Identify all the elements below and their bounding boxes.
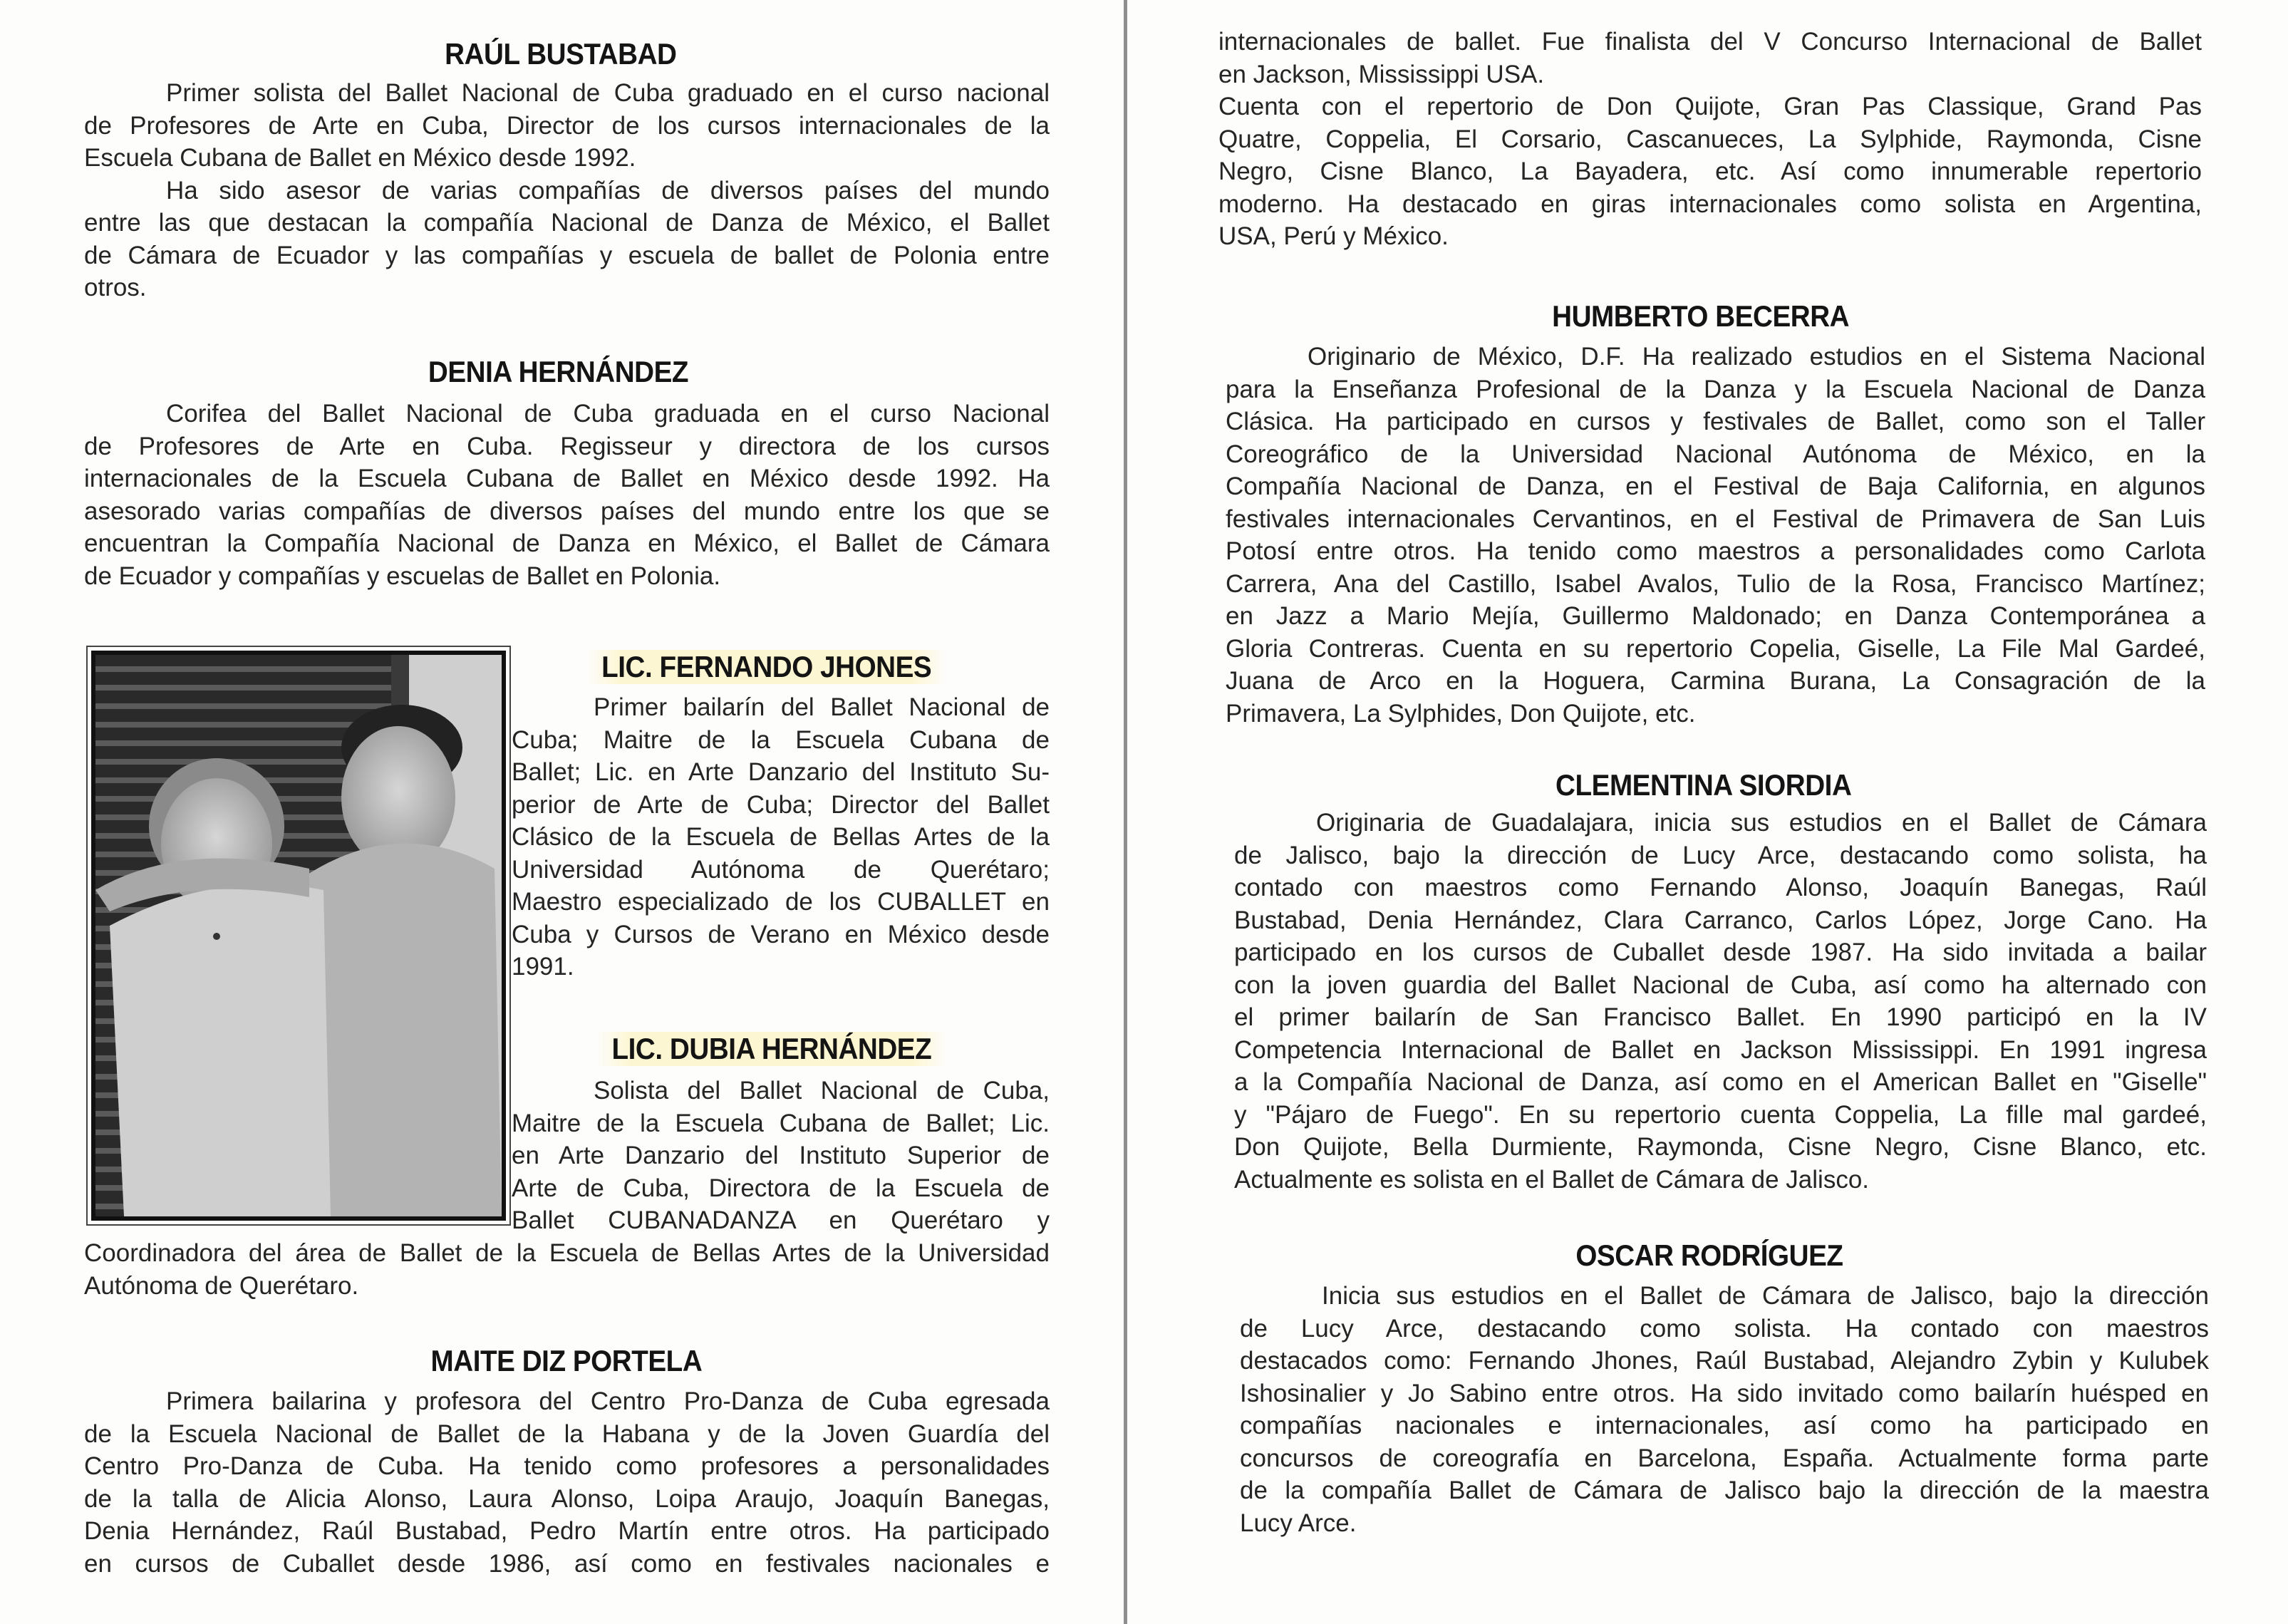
text-line: Cuba y Cursos de Verano en México desde	[512, 920, 1050, 948]
text-line: y "Pájaro de Fuego". En su repertorio cuenta Coppelia, La fille mal gardeé,	[1234, 1100, 2207, 1129]
text-line: Cuenta con el repertorio de Don Quijote, Gran Pas Classique, Grand Pas	[1218, 93, 2202, 120]
text-line: Escuela Cubana de Ballet en México desde 1992.	[84, 144, 636, 172]
text-line: 1991.	[512, 953, 574, 981]
right-page	[1140, 0, 2288, 1624]
photo-two-dancers	[91, 651, 506, 1221]
section-body	[512, 1075, 1050, 1237]
text-line: compañías nacionales e internacionales, así como ha participado en	[1240, 1412, 2209, 1439]
text-line: contado con maestros como Fernando Alonso, Joaquín Banegas, Raúl	[1234, 874, 2207, 901]
text-line: Originario de México, D.F. Ha realizado estudios en el Sistema Nacional	[1308, 343, 2205, 371]
text-line: entre las que destacan la compañía Nacional de Danza de México, el Ballet	[84, 209, 1050, 237]
text-line: Ballet; Lic. en Arte Danzario del Instituto Su-	[512, 758, 1050, 786]
section-heading: CLEMENTINA SIORDIA	[1555, 768, 1852, 802]
text-line: de Ecuador y compañías y escuelas de Ballet en Polonia.	[84, 562, 721, 590]
text-line: de Profesores de Arte en Cuba, Director de los cursos internacionales de la	[84, 111, 1050, 140]
section-body	[1234, 807, 2207, 1196]
text-line: Ha sido asesor de varias compañías de diversos países del mundo	[166, 176, 1050, 205]
text-line: el primer bailarín de San Francisco Ballet. En 1990 participó en la IV	[1234, 1003, 2207, 1031]
text-line: Negro, Cisne Blanco, La Bayadera, etc. Así como innumerable repertorio	[1218, 157, 2202, 185]
text-line: en cursos de Cuballet desde 1986, así como en festivales nacionales e	[84, 1549, 1050, 1578]
section-heading: DENIA HERNÁNDEZ	[428, 355, 689, 388]
text-line: Corifea del Ballet Nacional de Cuba graduada en el curso Nacional	[166, 400, 1050, 428]
text-line: Bustabad, Denia Hernández, Clara Carranco, Carlos López, Jorge Cano. Ha	[1234, 906, 2207, 934]
continuation-body	[1218, 26, 2202, 253]
text-line: Clásica. Ha participado en cursos y festivales de Ballet, como son el Taller	[1226, 408, 2205, 435]
page-divider	[1124, 0, 1127, 1624]
text-line: de Profesores de Arte en Cuba. Regisseur y directora de los cursos	[84, 432, 1050, 460]
text-line: Primavera, La Sylphides, Don Quijote, etc.	[1226, 699, 1696, 728]
text-line: Ishosinalier y Jo Sabino entre otros. Ha sido invitado como bailarín huésped en	[1240, 1379, 2209, 1407]
section-heading: LIC. DUBIA HERNÁNDEZ	[596, 1032, 947, 1066]
text-line: de la talla de Alicia Alonso, Laura Alonso, Loipa Araujo, Joaquín Banegas,	[84, 1484, 1050, 1513]
text-line: a la Compañía Nacional de Danza, así como en el American Ballet en "Giselle"	[1234, 1068, 2207, 1096]
text-line: Centro Pro-Danza de Cuba. Ha tenido como profesores a personalidades	[84, 1452, 1050, 1480]
text-line: Denia Hernández, Raúl Bustabad, Pedro Martín entre otros. Ha participado	[84, 1517, 1050, 1545]
text-line: Primer solista del Ballet Nacional de Cuba graduado en el curso nacional	[166, 79, 1050, 107]
text-line: para la Enseñanza Profesional de la Danza y la Escuela Nacional de Danza	[1226, 375, 2205, 403]
section-heading: HUMBERTO BECERRA	[1552, 299, 1850, 333]
text-line: con la joven guardia del Ballet Nacional de Cuba, así como ha alternado con	[1234, 971, 2207, 999]
text-line: Ballet CUBANADANZA en Querétaro y	[512, 1206, 1050, 1234]
text-line: en Jazz a Mario Mejía, Guillermo Maldonado; en Danza Contemporánea a	[1226, 602, 2205, 630]
section-body	[84, 77, 1050, 304]
text-line: Compañía Nacional de Danza, en el Festival de Baja California, en algunos	[1226, 472, 2205, 500]
text-line: Arte de Cuba, Directora de la Escuela de	[512, 1174, 1050, 1202]
text-line: internacionales de la Escuela Cubana de Ballet en México desde 1992. Ha	[84, 465, 1050, 492]
text-line: Coreográfico de la Universidad Nacional Autónoma de México, en la	[1226, 440, 2205, 468]
text-line: Autónoma de Querétaro.	[84, 1271, 359, 1300]
text-line: otros.	[84, 274, 147, 301]
text-line: encuentran la Compañía Nacional de Danza en México, el Ballet de Cámara	[84, 529, 1050, 557]
text-line: Competencia Internacional de Ballet en Jackson Mississippi. En 1991 ingresa	[1234, 1035, 2207, 1064]
left-page	[0, 0, 1112, 1624]
text-line: Primer bailarín del Ballet Nacional de	[594, 693, 1050, 721]
text-line: de Cámara de Ecuador y las compañías y escuela de ballet de Polonia entre	[84, 241, 1050, 269]
section-body	[512, 691, 1050, 983]
text-line: en Arte Danzario del Instituto Superior de	[512, 1142, 1050, 1169]
text-line: Don Quijote, Bella Durmiente, Raymonda, Cisne Negro, Cisne Blanco, etc.	[1234, 1133, 2207, 1161]
text-line: Clásico de la Escuela de Bellas Artes de la	[512, 823, 1050, 851]
text-line: Maestro especializado de los CUBALLET en	[512, 888, 1050, 916]
text-line: Juana de Arco en la Hoguera, Carmina Burana, La Consagración de la	[1226, 667, 2205, 695]
section-heading: OSCAR RODRÍGUEZ	[1575, 1238, 1843, 1272]
text-line: destacados como: Fernando Jhones, Raúl Bustabad, Alejandro Zybin y Kulubek	[1240, 1347, 2209, 1375]
text-line: festivales internacionales Cervantinos, en el Festival de Primavera de San Luis	[1226, 505, 2205, 533]
text-line: Originaria de Guadalajara, inicia sus estudios en el Ballet de Cámara	[1316, 809, 2207, 837]
text-line: Maitre de la Escuela Cubana de Ballet; Lic.	[512, 1109, 1050, 1137]
section-heading: LIC. FERNANDO JHONES	[586, 650, 947, 684]
text-line: Gloria Contreras. Cuenta en su repertorio Copelia, Giselle, La File Mal Gardeé,	[1226, 634, 2205, 663]
text-line: Universidad Autónoma de Querétaro;	[512, 855, 1050, 884]
text-line: Carrera, Ana del Castillo, Isabel Avalos, Tulio de la Rosa, Francisco Martínez;	[1226, 569, 2205, 598]
text-line: perior de Arte de Cuba; Director del Ballet	[512, 790, 1050, 819]
text-line: concursos de coreografía en Barcelona, España. Actualmente forma parte	[1240, 1444, 2209, 1472]
text-line: Primera bailarina y profesora del Centro Pro-Danza de Cuba egresada	[166, 1387, 1050, 1415]
text-line: participado en los cursos de Cuballet desde 1987. Ha sido invitada a bailar	[1234, 938, 2207, 966]
text-line: asesorado varias compañías de diversos países del mundo entre los que se	[84, 497, 1050, 525]
text-line: Lucy Arce.	[1240, 1509, 1357, 1537]
text-line: Actualmente es solista en el Ballet de Cámara de Jalisco.	[1234, 1165, 1870, 1194]
text-line: Coordinadora del área de Ballet de la Escuela de Bellas Artes de la Universidad	[84, 1239, 1050, 1267]
section-body	[1226, 341, 2205, 730]
section-heading: RAÚL BUSTABAD	[445, 37, 677, 71]
section-heading: MAITE DIZ PORTELA	[430, 1344, 703, 1377]
text-line: moderno. Ha destacado en giras internacionales como solista en Argentina,	[1218, 190, 2202, 218]
text-line: de la compañía Ballet de Cámara de Jalisco bajo la dirección de la maestra	[1240, 1476, 2209, 1504]
section-body-continued	[84, 1237, 1050, 1302]
text-line: Potosí entre otros. Ha tenido como maestros a personalidades como Carlota	[1226, 537, 2205, 565]
text-line: Solista del Ballet Nacional de Cuba,	[594, 1077, 1050, 1105]
text-line: de la Escuela Nacional de Ballet de la Habana y de la Joven Guardía del	[84, 1419, 1050, 1448]
text-line: de Lucy Arce, destacando como solista. Ha contado con maestros	[1240, 1314, 2209, 1343]
text-line: Inicia sus estudios en el Ballet de Cámara de Jalisco, bajo la dirección	[1322, 1282, 2209, 1310]
text-line: en Jackson, Mississippi USA.	[1218, 60, 1545, 88]
section-body	[84, 398, 1050, 592]
text-line: internacionales de ballet. Fue finalista del V Concurso Internacional de Ballet	[1218, 28, 2202, 56]
section-body	[84, 1385, 1050, 1580]
text-line: USA, Perú y México.	[1218, 222, 1449, 250]
section-body	[1240, 1280, 2209, 1539]
text-line: Quatre, Coppelia, El Corsario, Cascanueces, La Sylphide, Raymonda, Cisne	[1218, 125, 2202, 153]
photo-icon	[95, 655, 502, 1216]
text-line: Cuba; Maitre de la Escuela Cubana de	[512, 725, 1050, 754]
text-line: de Jalisco, bajo la dirección de Lucy Arce, destacando como solista, ha	[1234, 841, 2207, 869]
